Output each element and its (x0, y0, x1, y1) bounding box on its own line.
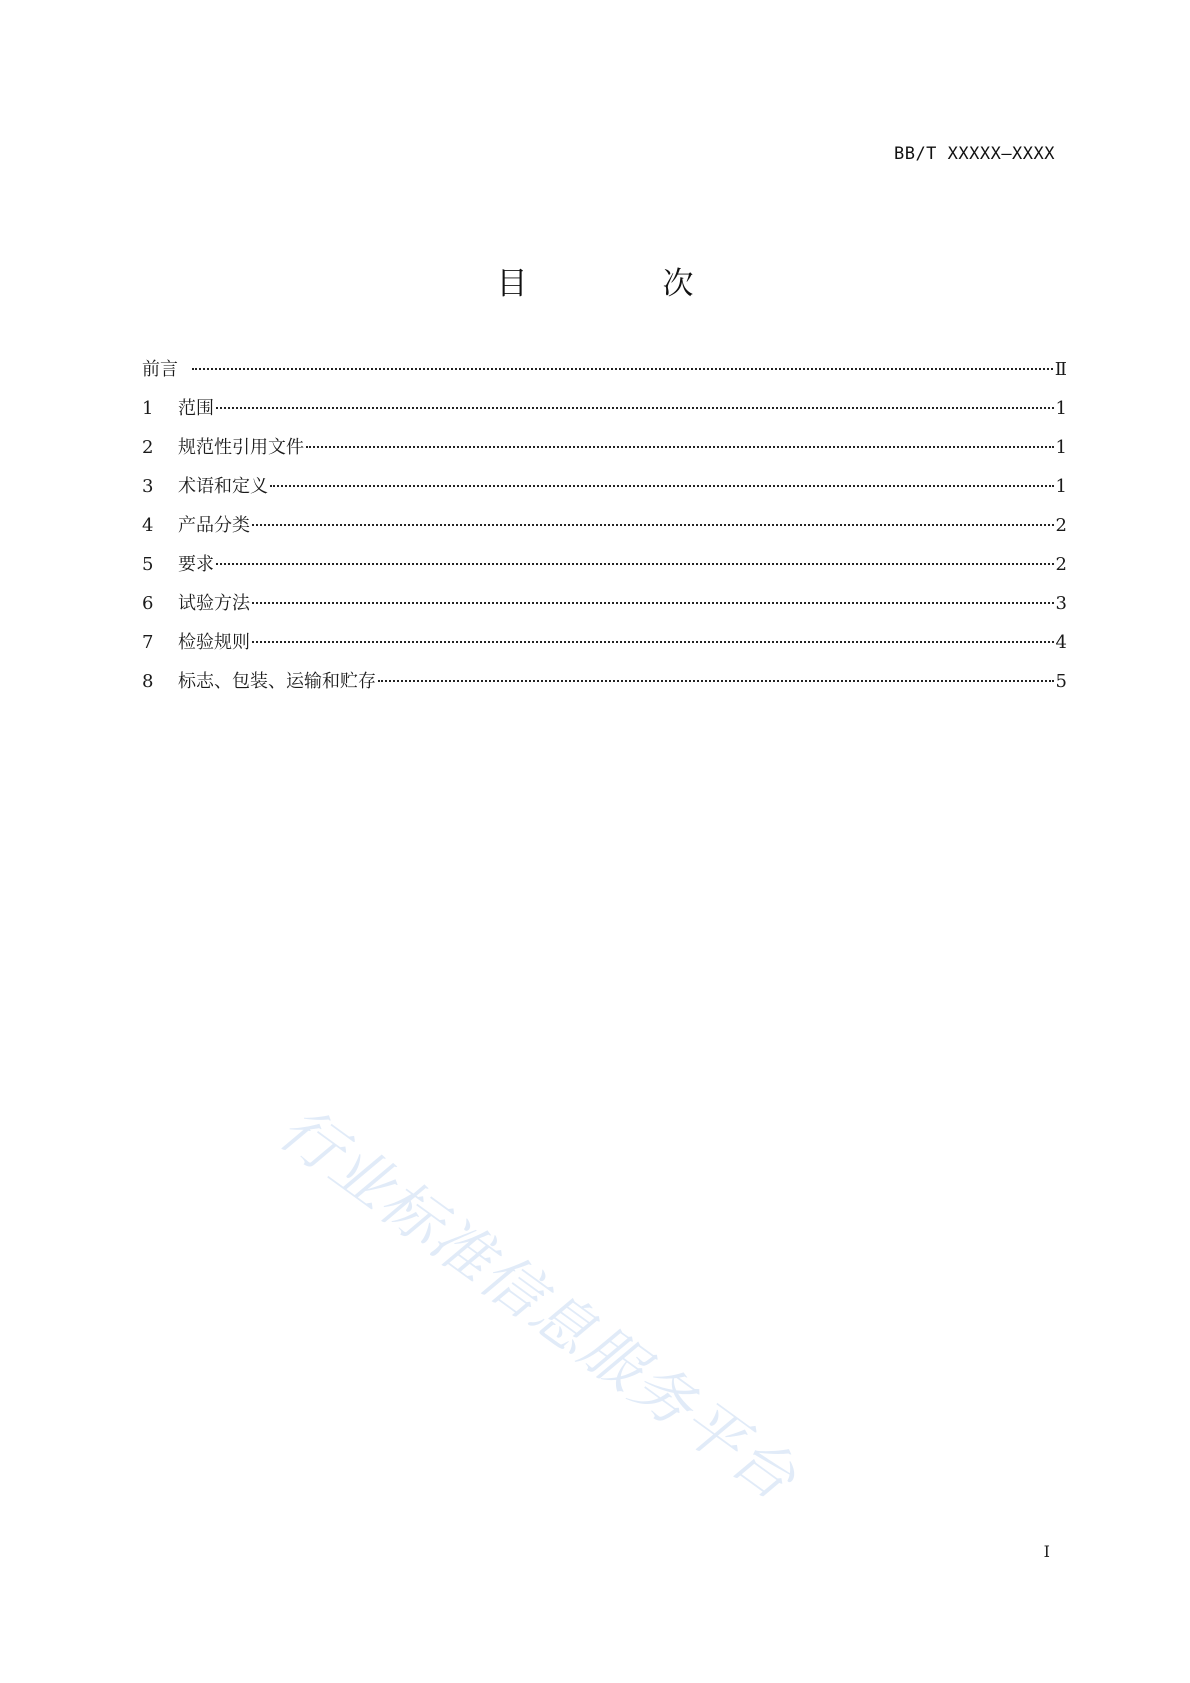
toc-dot-leader (252, 524, 1054, 526)
toc-entry-number: 4 (142, 515, 154, 536)
toc-entry-page: 2 (1055, 515, 1067, 536)
toc-entry-page: 4 (1055, 632, 1067, 653)
toc-title: 目 次 (496, 266, 746, 302)
toc-entry-label: 要求 (178, 554, 214, 575)
toc-entry-preface[interactable] (142, 355, 1067, 394)
toc-list (142, 355, 1067, 706)
toc-dot-leader (252, 641, 1054, 643)
toc-entry-terms-definitions[interactable] (142, 472, 1067, 511)
toc-entry-number: 3 (142, 476, 154, 497)
toc-entry-number: 1 (142, 398, 154, 419)
toc-entry-page: 1 (1055, 398, 1067, 419)
toc-dot-leader (192, 368, 1053, 370)
toc-dot-leader (378, 680, 1054, 682)
toc-dot-leader (216, 407, 1054, 409)
toc-entry-page: Ⅱ (1054, 359, 1067, 380)
toc-entry-number: 6 (142, 593, 154, 614)
toc-entry-label: 范围 (178, 398, 214, 419)
toc-entry-product-classification[interactable] (142, 511, 1067, 550)
toc-entry-label: 术语和定义 (178, 476, 268, 497)
toc-dot-leader (270, 485, 1054, 487)
toc-entry-label: 规范性引用文件 (178, 437, 304, 458)
toc-entry-page: 2 (1055, 554, 1067, 575)
document-code: BB/T XXXXX—XXXX (893, 144, 1055, 164)
toc-entry-number: 2 (142, 437, 154, 458)
toc-dot-leader (252, 602, 1054, 604)
toc-entry-page: 1 (1055, 437, 1067, 458)
toc-entry-number: 5 (142, 554, 154, 575)
toc-dot-leader (306, 446, 1054, 448)
toc-entry-scope[interactable] (142, 394, 1067, 433)
toc-entry-requirements[interactable] (142, 550, 1067, 589)
toc-entry-label: 试验方法 (178, 593, 250, 614)
toc-entry-page: 1 (1055, 476, 1067, 497)
toc-entry-inspection-rules[interactable] (142, 628, 1067, 667)
toc-entry-label: 标志、包装、运输和贮存 (178, 671, 376, 692)
watermark: 行业标准信息服务平台 (266, 1093, 810, 1515)
toc-entry-test-methods[interactable] (142, 589, 1067, 628)
toc-entry-label: 前言 (142, 359, 178, 380)
toc-entry-label: 产品分类 (178, 515, 250, 536)
toc-dot-leader (216, 563, 1054, 565)
toc-entry-label: 检验规则 (178, 632, 250, 653)
toc-entry-page: 3 (1055, 593, 1067, 614)
page-number: I (1043, 1542, 1050, 1561)
toc-entry-marking-packaging[interactable] (142, 667, 1067, 706)
toc-entry-number: 7 (142, 632, 154, 653)
toc-entry-page: 5 (1055, 671, 1067, 692)
toc-entry-number: 8 (142, 671, 154, 692)
toc-entry-normative-references[interactable] (142, 433, 1067, 472)
